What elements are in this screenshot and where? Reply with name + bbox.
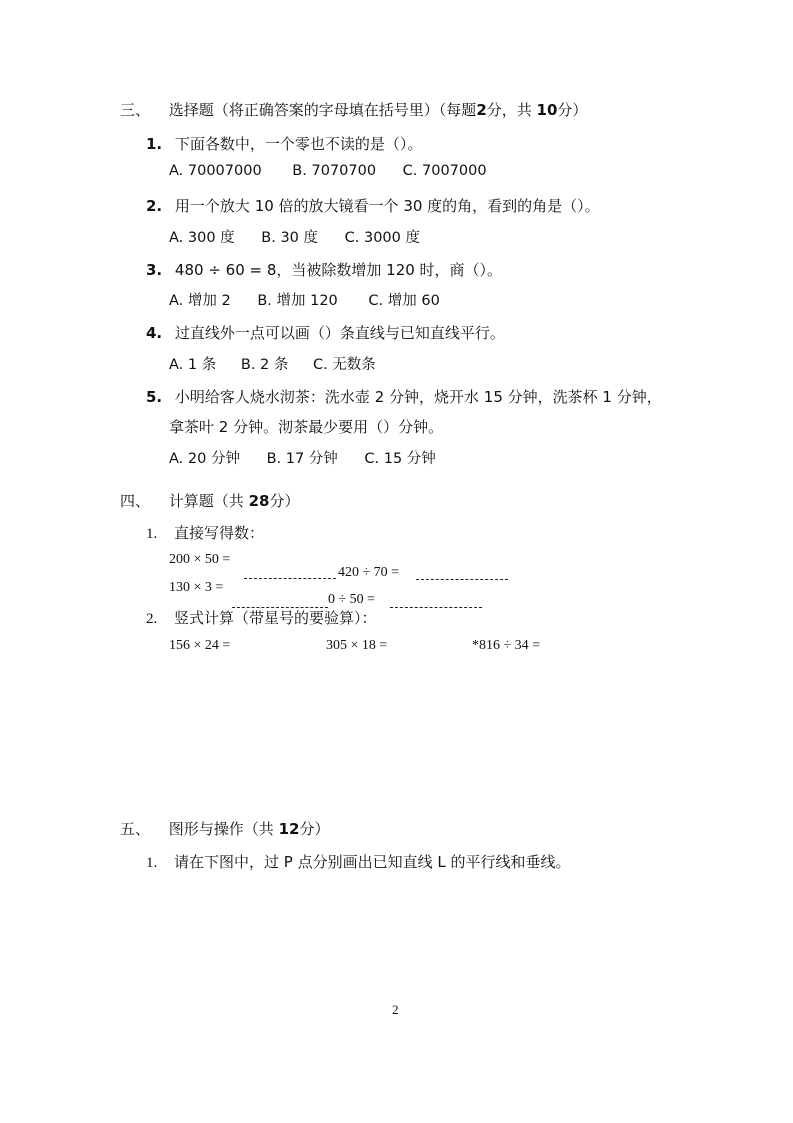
question-4-2 bbox=[146, 607, 377, 628]
option-c[interactable]: C. 无数条 bbox=[312, 357, 376, 373]
option-b[interactable]: B. 增加 120 bbox=[257, 293, 338, 309]
answer-blank-4[interactable] bbox=[390, 593, 482, 608]
question-4-1 bbox=[146, 522, 264, 543]
question-text: 小明给客人烧水沏茶：洗水壶 2 分钟，烧开水 15 分钟，洗茶杯 1 分钟， bbox=[174, 388, 662, 406]
section-3-points-each: 2 bbox=[476, 101, 487, 119]
section-5-numeral: 五、 bbox=[120, 820, 151, 838]
section-3-title-c: 分） bbox=[557, 101, 588, 119]
oral-item-2: 130 × 3 = bbox=[169, 580, 224, 595]
section-3-numeral: 三、 bbox=[120, 101, 151, 119]
oral-item-1: 200 × 50 = bbox=[169, 552, 231, 567]
option-a[interactable]: A. 1 条 bbox=[169, 357, 217, 373]
question-number: 5. bbox=[146, 388, 163, 406]
section-5-points-total: 12 bbox=[278, 820, 300, 838]
question-text: 直接写得数： bbox=[174, 524, 265, 542]
section-3-title-b: 分，共 bbox=[486, 101, 532, 119]
option-a[interactable]: A. 增加 2 bbox=[169, 293, 231, 309]
vertical-item-2: 305 × 18 = bbox=[326, 638, 388, 653]
option-c[interactable]: C. 15 分钟 bbox=[364, 451, 436, 467]
answer-blank-1[interactable] bbox=[244, 562, 336, 579]
options-3-1 bbox=[169, 163, 487, 179]
question-5-1 bbox=[146, 851, 571, 872]
section-4-points-total: 28 bbox=[248, 492, 270, 510]
option-b[interactable]: B. 2 条 bbox=[240, 357, 289, 373]
options-3-2 bbox=[169, 226, 420, 247]
question-3-4 bbox=[146, 322, 505, 343]
options-3-3 bbox=[169, 289, 440, 310]
question-3-5 bbox=[146, 386, 662, 407]
option-c[interactable]: C. 增加 60 bbox=[368, 293, 440, 309]
options-3-4 bbox=[169, 353, 376, 374]
question-text: 请在下图中，过 P 点分别画出已知直线 L 的平行线和垂线。 bbox=[174, 853, 571, 871]
option-b[interactable]: B. 17 分钟 bbox=[266, 451, 338, 467]
answer-blank-2[interactable] bbox=[232, 593, 328, 608]
question-text: 用一个放大 10 倍的放大镜看一个 30 度的角，看到的角是（）。 bbox=[174, 197, 600, 215]
option-b[interactable]: B. 30 度 bbox=[261, 230, 319, 246]
option-c[interactable]: C. 7007000 bbox=[402, 163, 487, 179]
option-a[interactable]: A. 70007000 bbox=[169, 163, 262, 179]
question-number: 1. bbox=[146, 855, 158, 871]
section-5-title-b: 分） bbox=[299, 820, 330, 838]
option-a[interactable]: A. 20 分钟 bbox=[169, 451, 240, 467]
question-text: 竖式计算（带星号的要验算）： bbox=[174, 609, 377, 627]
question-3-2 bbox=[146, 195, 600, 216]
answer-blank-3[interactable] bbox=[416, 563, 508, 580]
section-4-title-b: 分） bbox=[269, 492, 300, 510]
option-c[interactable]: C. 3000 度 bbox=[344, 230, 420, 246]
question-number: 2. bbox=[146, 611, 158, 627]
question-number: 1. bbox=[146, 135, 163, 153]
question-3-3 bbox=[146, 259, 502, 280]
question-3-1 bbox=[146, 133, 422, 154]
section-4-heading bbox=[120, 490, 299, 511]
options-3-5 bbox=[169, 447, 436, 468]
question-number: 2. bbox=[146, 197, 163, 215]
question-text: 480 ÷ 60 = 8，当被除数增加 120 时，商（）。 bbox=[174, 261, 503, 279]
section-5-heading bbox=[120, 818, 329, 839]
section-3-heading bbox=[120, 99, 587, 120]
question-text: 下面各数中，一个零也不读的是（）。 bbox=[174, 135, 423, 153]
question-3-5-line2: 拿茶叶 2 分钟。沏茶最少要用（）分钟。 bbox=[169, 418, 444, 436]
section-3-title-a: 选择题（将正确答案的字母填在括号里）（每题 bbox=[168, 101, 477, 119]
oral-item-3: 420 ÷ 70 = bbox=[338, 565, 400, 580]
page-number: 2 bbox=[392, 1002, 399, 1017]
vertical-item-1: 156 × 24 = bbox=[169, 638, 231, 653]
section-5-title-a: 图形与操作（共 bbox=[168, 820, 274, 838]
section-3-points-total: 10 bbox=[536, 101, 558, 119]
question-number: 3. bbox=[146, 261, 163, 279]
oral-item-4: 0 ÷ 50 = bbox=[328, 592, 376, 607]
option-b[interactable]: B. 7070700 bbox=[292, 163, 377, 179]
section-4-title-a: 计算题（共 bbox=[168, 492, 244, 510]
question-number: 1. bbox=[146, 526, 158, 542]
question-text: 过直线外一点可以画（）条直线与已知直线平行。 bbox=[174, 324, 505, 342]
option-a[interactable]: A. 300 度 bbox=[169, 230, 235, 246]
question-number: 4. bbox=[146, 324, 163, 342]
section-4-numeral: 四、 bbox=[120, 492, 151, 510]
vertical-item-3: *816 ÷ 34 = bbox=[472, 638, 541, 653]
